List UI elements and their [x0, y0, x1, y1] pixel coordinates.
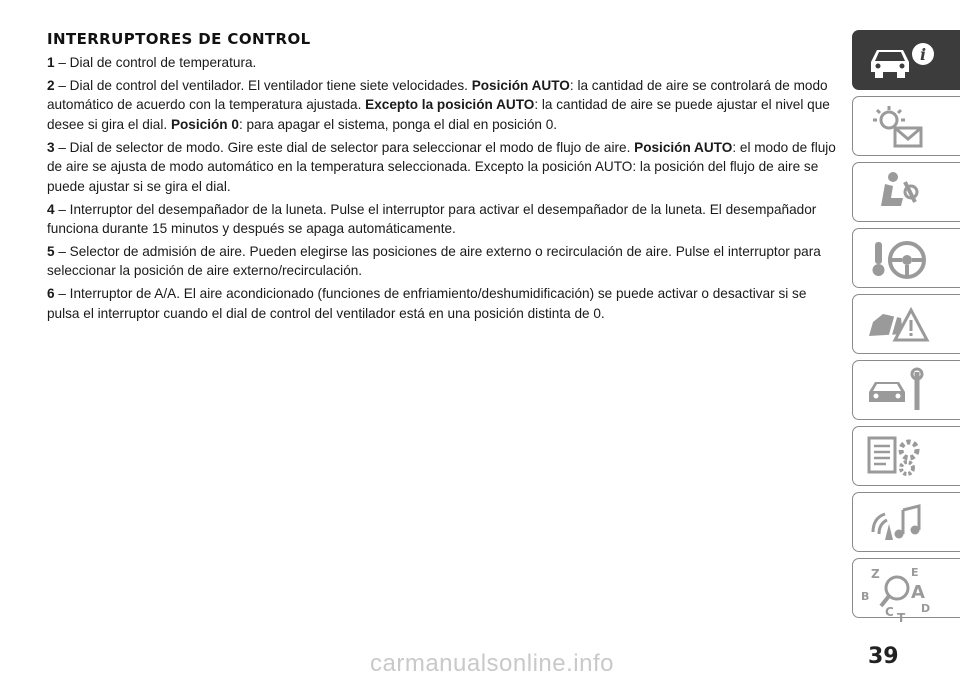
item-text: : la cantidad de aire se controlará de modo automático de acuerdo con la temperatura ajustada. — [47, 78, 828, 113]
tab-index[interactable] — [852, 558, 960, 624]
tab-emergency[interactable] — [852, 294, 960, 354]
item-text: : para apagar el sistema, ponga el dial en posición 0. — [238, 116, 558, 132]
car-info-icon — [859, 36, 949, 86]
item-number: 1 — [47, 55, 55, 70]
index-letter: A — [911, 582, 925, 603]
item-bold-term: Posición 0 — [170, 116, 239, 132]
item-text: – Dial de control del ventilador. El ventilador tiene siete velocidades. — [54, 78, 472, 93]
index-letter: C — [885, 605, 894, 619]
index-letter: B — [861, 590, 870, 603]
tab-maintenance[interactable] — [852, 360, 960, 420]
item-text: – Dial de control de temperatura. — [54, 55, 257, 70]
item-text: : el modo de flujo de aire se ajusta de modo automático en la temperatura seleccionada. Excepto la posición AUTO: la posición del flujo de aire se puede ajustar si se gira el dial. — [47, 139, 836, 194]
item-number: 5 — [47, 244, 55, 260]
item-number: 3 — [47, 139, 55, 155]
list-item — [47, 138, 837, 196]
index-letter: Z — [871, 567, 880, 581]
item-number: 4 — [47, 201, 55, 217]
page-number: 39 — [868, 644, 899, 669]
multimedia-icon — [859, 498, 949, 548]
list-item — [47, 284, 837, 323]
specs-gear-icon — [859, 432, 949, 482]
index-letter: T — [897, 611, 906, 624]
car-wrench-icon — [859, 366, 949, 416]
tab-multimedia[interactable] — [852, 492, 960, 552]
item-text: – Interruptor del desempañador de la luneta. Pulse el interruptor para activar el desempañador de la luneta. El desempañador funciona durante 15 minutos y después se apaga automáticamente. — [47, 201, 817, 237]
steering-key-icon — [859, 234, 949, 284]
index-letter: E — [911, 566, 919, 579]
car-crash-warning-icon — [859, 300, 949, 350]
tab-car-info[interactable] — [852, 30, 960, 90]
index-letter: D — [921, 602, 931, 615]
item-text: – Selector de admisión de aire. Pueden elegirse las posiciones de aire externo o recirculación de aire. Pulse el interruptor para seleccionar la posición de aire externo/recirculación. — [47, 244, 821, 279]
page-content — [47, 30, 837, 327]
item-bold-term: Excepto la posición AUTO — [365, 97, 535, 113]
item-text: : la cantidad de aire se puede ajustar el nivel que desee si gira el dial. — [47, 97, 830, 132]
list-item — [47, 76, 837, 134]
section-heading: INTERRUPTORES DE CONTROL — [47, 30, 311, 48]
item-bold-term: Posición AUTO — [634, 139, 733, 155]
tab-warning-lights[interactable] — [852, 96, 960, 156]
list-item — [47, 242, 837, 281]
airbag-seat-icon — [859, 168, 949, 218]
item-number: 2 — [47, 78, 55, 93]
list-item — [47, 53, 837, 72]
list-item — [47, 200, 837, 239]
watermark-text: carmanualsonline.info — [370, 650, 614, 677]
item-text: – Interruptor de A/A. El aire acondicionado (funciones de enfriamiento/deshumidificación) se puede activar o desactivar si se pulsa el interruptor cuando el dial de control del ventilador está en una posición distinta de 0. — [47, 286, 807, 321]
warning-lights-icon — [859, 102, 949, 152]
item-text: – Dial de selector de modo. Gire este dial de selector para seleccionar el modo de flujo de aire. — [54, 139, 635, 155]
tab-technical-data[interactable] — [852, 426, 960, 486]
tab-safety[interactable] — [852, 162, 960, 222]
svg-text:i: i — [919, 45, 927, 64]
alphabetical-index-icon — [859, 564, 949, 624]
tab-starting-driving[interactable] — [852, 228, 960, 288]
item-number: 6 — [47, 286, 55, 302]
item-bold-term: Posición AUTO — [471, 78, 570, 93]
